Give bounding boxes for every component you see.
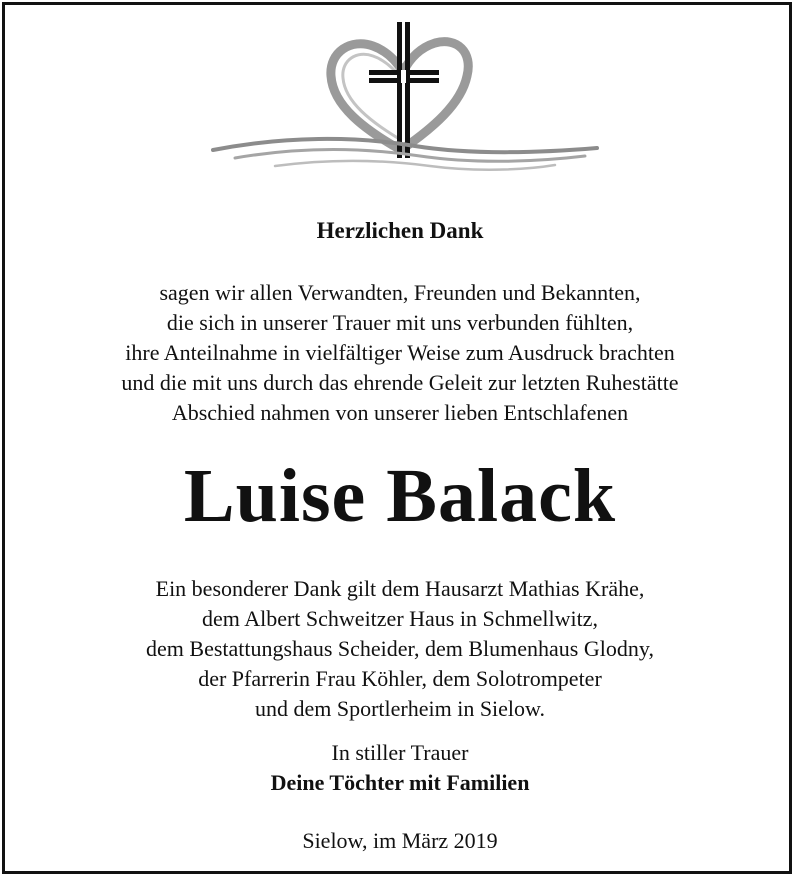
thanks-line: der Pfarrerin Frau Köhler, dem Solotrompeter <box>198 666 602 691</box>
thanks-line: und dem Sportlerheim in Sielow. <box>254 696 546 721</box>
thanks-line: Ein besonderer Dank gilt dem Hausarzt Mathias Krähe, <box>155 576 645 601</box>
intro-line: sagen wir allen Verwandten, Freunden und Bekannten, <box>159 280 641 305</box>
heading-thanks: Herzlichen Dank <box>316 218 484 243</box>
closing-line: In stiller Trauer <box>331 740 469 765</box>
intro-line: und die mit uns durch das ehrende Geleit zur letzten Ruhestätte <box>121 370 679 395</box>
place-date: Sielow, im März 2019 <box>302 828 498 853</box>
intro-paragraph <box>0 278 800 428</box>
thanks-line: dem Albert Schweitzer Haus in Schmellwitz, <box>202 606 598 631</box>
intro-line: Abschied nahmen von unserer lieben Entschlafenen <box>171 400 629 425</box>
deceased-name: Luise Balack <box>183 454 617 538</box>
waves-icon <box>213 139 597 170</box>
intro-line: ihre Anteilnahme in vielfältiger Weise zum Ausdruck brachten <box>125 340 675 365</box>
thanks-line: dem Bestattungshaus Scheider, dem Blumenhaus Glodny, <box>146 636 654 661</box>
closing-signature: Deine Töchter mit Familien <box>270 770 530 795</box>
heart-cross-waves-icon <box>205 18 605 178</box>
intro-line: die sich in unserer Trauer mit uns verbunden fühlten, <box>166 310 634 335</box>
thanks-paragraph <box>0 574 800 724</box>
